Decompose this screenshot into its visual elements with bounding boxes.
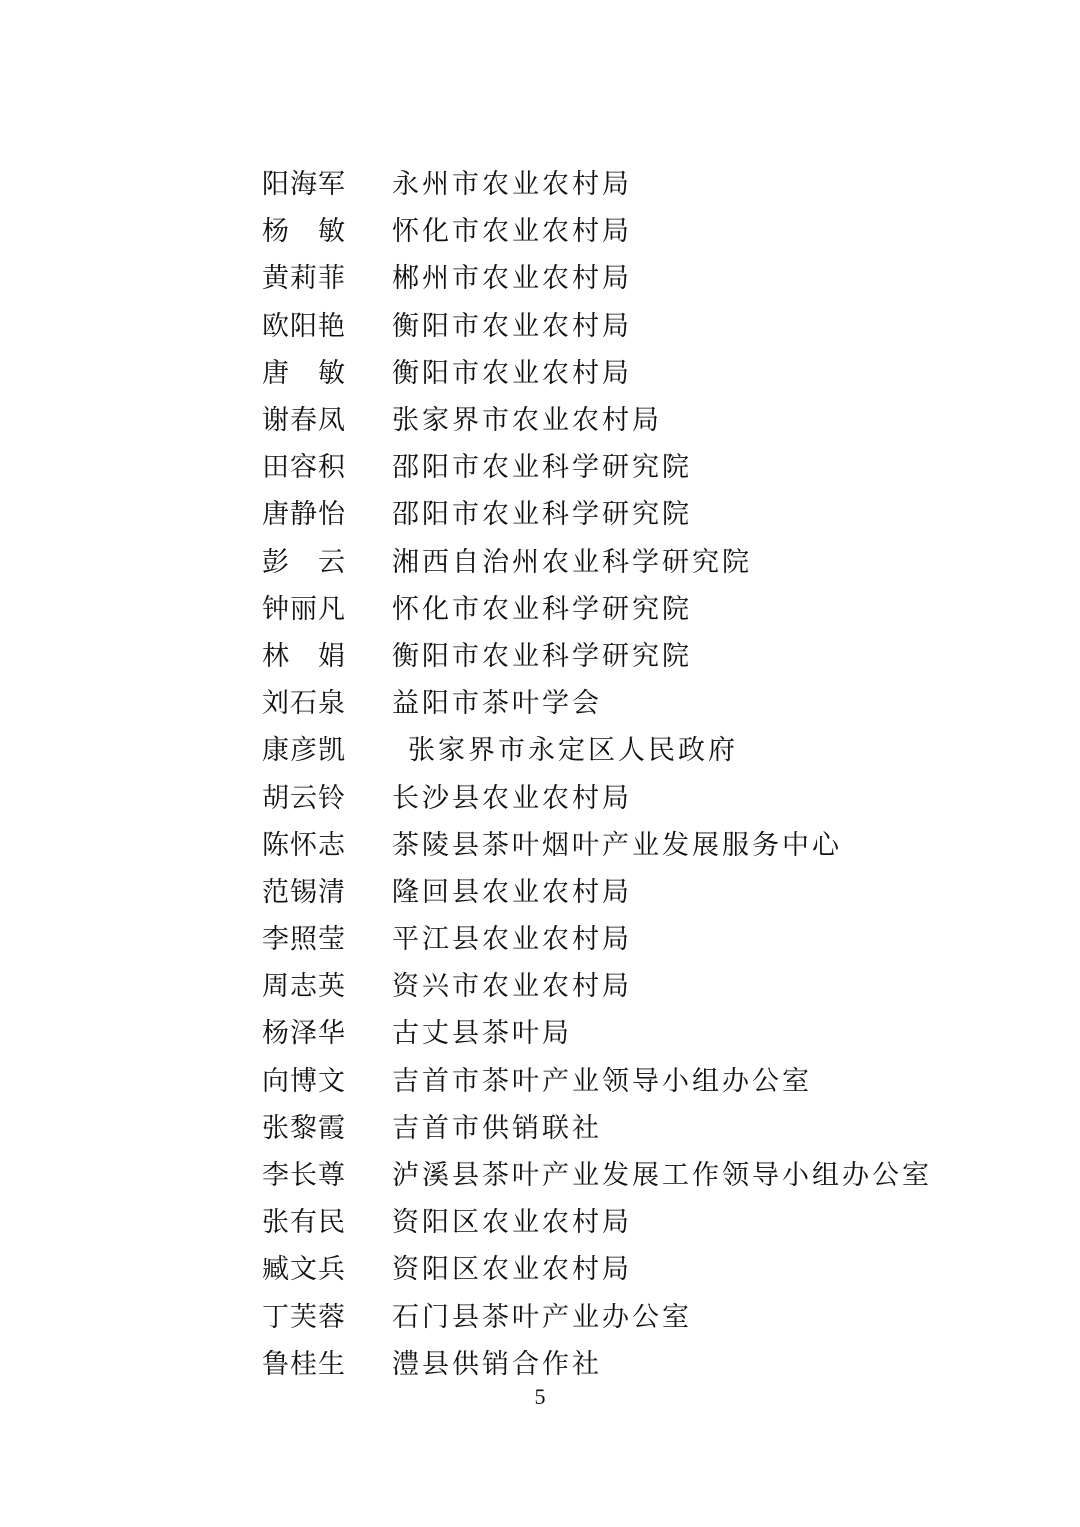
list-item — [262, 300, 1022, 347]
organization: 泸溪县茶叶产业发展工作领导小组办公室 — [392, 1160, 932, 1192]
organization: 茶陵县茶叶烟叶产业发展服务中心 — [392, 829, 842, 861]
organization: 衡阳市农业科学研究院 — [392, 640, 692, 672]
organization: 郴州市农业农村局 — [392, 263, 632, 295]
person-name: 陈怀志 — [262, 829, 346, 861]
list-item — [262, 205, 1022, 252]
organization: 隆回县农业农村局 — [392, 876, 632, 908]
list-item — [262, 960, 1022, 1007]
list-item — [262, 441, 1022, 488]
organization: 衡阳市农业农村局 — [392, 357, 632, 389]
list-item — [262, 819, 1022, 866]
list-item — [262, 677, 1022, 724]
person-name: 丁芙蓉 — [262, 1301, 346, 1333]
person-name: 田容积 — [262, 452, 346, 484]
organization: 永州市农业农村局 — [392, 169, 632, 201]
organization: 澧县供销合作社 — [392, 1348, 602, 1380]
person-name: 范锡清 — [262, 876, 346, 908]
list-item — [262, 913, 1022, 960]
list-item — [262, 158, 1022, 205]
organization: 张家界市农业农村局 — [392, 405, 662, 437]
organization: 古丈县茶叶局 — [392, 1018, 572, 1050]
organization: 平江县农业农村局 — [392, 924, 632, 956]
person-name: 黄莉菲 — [262, 263, 346, 295]
organization: 张家界市永定区人民政府 — [408, 735, 738, 767]
list-item — [262, 536, 1022, 583]
person-name: 欧阳艳 — [262, 310, 346, 342]
list-item — [262, 394, 1022, 441]
list-item — [262, 347, 1022, 394]
person-name: 臧文兵 — [262, 1254, 346, 1286]
list-item — [262, 1338, 1022, 1385]
person-name: 李长尊 — [262, 1160, 346, 1192]
list-item — [262, 1243, 1022, 1290]
list-item — [262, 724, 1022, 771]
organization: 吉首市供销联社 — [392, 1112, 602, 1144]
person-name: 刘石泉 — [262, 688, 346, 720]
person-name: 李照莹 — [262, 924, 346, 956]
list-item — [262, 1149, 1022, 1196]
person-name: 康彦凯 — [262, 735, 346, 767]
organization: 吉首市茶叶产业领导小组办公室 — [392, 1065, 812, 1097]
list-item — [262, 1291, 1022, 1338]
person-name: 张黎霞 — [262, 1112, 346, 1144]
personnel-list — [262, 158, 1022, 1385]
person-name: 阳海军 — [262, 169, 346, 201]
organization: 资阳区农业农村局 — [392, 1207, 632, 1239]
person-name: 胡云铃 — [262, 782, 346, 814]
page-number: 5 — [534, 1384, 546, 1409]
person-name: 唐 敏 — [262, 357, 346, 389]
list-item — [262, 1196, 1022, 1243]
organization: 益阳市茶叶学会 — [392, 688, 602, 720]
list-item — [262, 1007, 1022, 1054]
organization: 长沙县农业农村局 — [392, 782, 632, 814]
list-item — [262, 488, 1022, 535]
person-name: 张有民 — [262, 1207, 346, 1239]
organization: 邵阳市农业科学研究院 — [392, 499, 692, 531]
person-name: 谢春凤 — [262, 405, 346, 437]
organization: 石门县茶叶产业办公室 — [392, 1301, 692, 1333]
list-item — [262, 1055, 1022, 1102]
person-name: 杨泽华 — [262, 1018, 346, 1050]
list-item — [262, 1102, 1022, 1149]
person-name: 彭 云 — [262, 546, 346, 578]
organization: 衡阳市农业农村局 — [392, 310, 632, 342]
organization: 怀化市农业农村局 — [392, 216, 632, 248]
organization: 怀化市农业科学研究院 — [392, 593, 692, 625]
organization: 邵阳市农业科学研究院 — [392, 452, 692, 484]
person-name: 唐静怡 — [262, 499, 346, 531]
person-name: 周志英 — [262, 971, 346, 1003]
list-item — [262, 630, 1022, 677]
list-item — [262, 583, 1022, 630]
list-item — [262, 771, 1022, 818]
organization: 资兴市农业农村局 — [392, 971, 632, 1003]
list-item — [262, 252, 1022, 299]
person-name: 钟丽凡 — [262, 593, 346, 625]
list-item — [262, 866, 1022, 913]
person-name: 林 娟 — [262, 640, 346, 672]
person-name: 向博文 — [262, 1065, 346, 1097]
person-name: 杨 敏 — [262, 216, 346, 248]
organization: 湘西自治州农业科学研究院 — [392, 546, 752, 578]
organization: 资阳区农业农村局 — [392, 1254, 632, 1286]
person-name: 鲁桂生 — [262, 1348, 346, 1380]
